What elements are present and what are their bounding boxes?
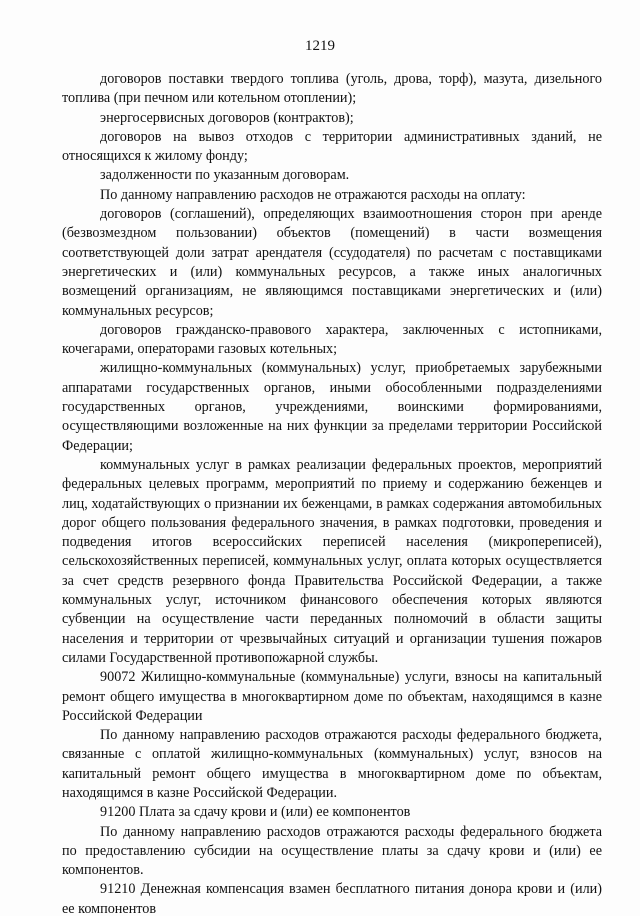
paragraph: По данному направлению расходов отражаются расходы федерального бюджета по предоставлению субсидии на осуществление платы за сдачу крови и (или) ее компонентов. bbox=[62, 823, 602, 879]
paragraph: задолженности по указанным договорам. bbox=[100, 167, 350, 184]
section-heading: 90072 Жилищно-коммунальные (коммунальные) услуги, взносы на капитальный ремонт общего имущества в многоквартирном доме по объектам, находящимся в казне Российской Федерации bbox=[62, 669, 602, 724]
paragraph: договоров гражданско-правового характера, заключенных с истопниками, кочегарами, операторами газовых котельных; bbox=[62, 321, 602, 358]
paragraph: коммунальных услуг в рамках реализации федеральных проектов, мероприятий федеральных целевых программ, мероприятий по приему и содержанию беженцев и лиц, ходатайствующих о признании их беженцами, в рамках содержания автомобильных дорог общего пользования федерального значения, в рамках подготовки, проведения и подведения итогов всероссийских переписей населения (микропереписей), сельскохозяйственных переписей, коммунальных услуг, оплата которых осуществляется за счет средств резервного фонда Правительства Российской Федерации, а также коммунальных услуг, источником финансового обеспечения которых являются субвенции на осуществление части переданных полномочий в области защиты населения и территории от чрезвычайных ситуаций и организации тушения пожаров силами Государственной противопожарной службы. bbox=[62, 456, 602, 666]
paragraph: договоров (соглашений), определяющих взаимоотношения сторон при аренде (безвозмездном пользовании) объектов (помещений) в части возмещения соответствующей доли затрат арендателя (ссудодателя) по расчетам с поставщиками энергетических и (или) коммунальных ресурсов, а также иных аналогичных возмещений организациям, не являющимся поставщиками энергетических и (или) коммунальных ресурсов; bbox=[62, 206, 602, 319]
paragraph: договоров на вывоз отходов с территории административных зданий, не относящихся к жилому фонду; bbox=[62, 128, 602, 165]
document-body bbox=[62, 70, 602, 919]
paragraph: энергосервисных договоров (контрактов); bbox=[100, 109, 354, 126]
paragraph: По данному направлению расходов отражаются расходы федерального бюджета, связанные с оплатой жилищно-коммунальных (коммунальных) услуг, взносов на капитальный ремонт общего имущества в многоквартирном доме по объектам, находящимся в казне Российской Федерации. bbox=[62, 727, 602, 801]
paragraph: договоров поставки твердого топлива (уголь, дрова, торф), мазута, дизельного топлива (при печном или котельном отоплении); bbox=[62, 71, 602, 107]
paragraph: жилищно-коммунальных (коммунальных) услуг, приобретаемых зарубежными аппаратами государственных органов, иными обособленными подразделениями государственных органов, учреждениями, воинскими формированиями, осуществляющими возложенные на них функции за пределами территории Российской Федерации; bbox=[62, 360, 602, 454]
page-number: 1219 bbox=[305, 38, 335, 54]
section-heading: 91210 Денежная компенсация взамен бесплатного питания донора крови и (или) ее компонентов bbox=[62, 881, 602, 917]
section-heading: 91200 Плата за сдачу крови и (или) ее компонентов bbox=[100, 804, 411, 821]
paragraph: По данному направлению расходов не отражаются расходы на оплату: bbox=[100, 186, 526, 203]
